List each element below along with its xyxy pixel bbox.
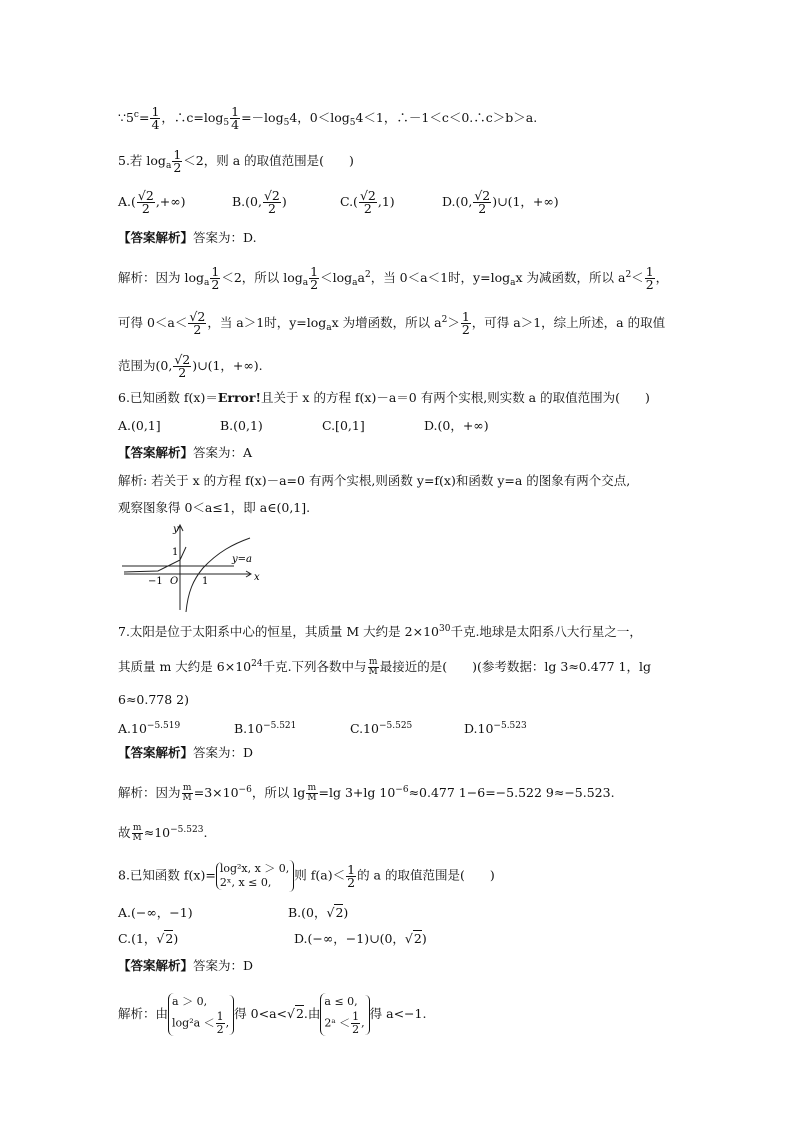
question-5-options <box>118 190 559 215</box>
question-6-options <box>118 418 489 434</box>
question-8-stem: 8.已知函数 f(x)= log²x, x ＞ 0, 2ˣ, x ≤ 0, 则 f(a)＜ $\frac{1}{2}$ 的 a 的取值范围是( ) <box>118 860 495 892</box>
continuation-line: $\because 5^c=$ $\frac{1}{4}$ ，$\therefore c=\log_5$ $\frac{1}{4}$ $=-\log_54$，$0<\log_54<1$，∴－1＜c＜0.∴c＞b＞a. <box>118 104 538 132</box>
system-2-brace: a ≤ 0, 2ᵃ ＜ $\frac{1}{2}$ , <box>320 993 364 1036</box>
piecewise-brace: log²x, x ＞ 0, 2ˣ, x ≤ 0, <box>216 862 289 890</box>
question-8-answer: 【答案解析】答案为：D <box>118 958 254 973</box>
option-a: A.( $\frac{√2}{2}$ ,+∞) <box>118 188 186 216</box>
option-d: D.(−∞，−1)∪(0，√2) <box>293 931 427 946</box>
question-7-solution-1: 解析：因为 $\frac{m}{M}$ $=3\times 10^{-6}$，所以 lg $\frac{m}{M}$ =lg 3+lg $10^{-6}\approx 0.477$ 1−6=−5.522 9≈−5.523. <box>118 783 615 803</box>
option-c: C.(1，√2) <box>118 931 179 946</box>
question-6-stem: 6.已知函数 f(x)＝Error!且关于 x 的方程 f(x)－a＝0 有两个实根,则实数 a 的取值范围为( ) <box>118 390 650 405</box>
right-branch <box>186 538 250 612</box>
origin-label: O <box>170 576 179 587</box>
option-c: C.[0,1] <box>321 418 365 433</box>
question-8-options-2 <box>118 931 427 947</box>
question-5-answer: 【答案解析】答案为：D. <box>118 230 257 245</box>
question-5-solution-2: 可得 0＜a＜ $\frac{√2}{2}$ ，当 a＞1时，$y=\log_ax$ 为增函数，所以 $a^2>$ $\frac{1}{2}$ ，可得 a＞1，综上所述，a 的取值 <box>118 309 666 337</box>
question-6-solution-2: 观察图象得 0＜a≤1，即 a∈(0,1]. <box>118 500 311 515</box>
option-b: B.(0,1) <box>219 418 263 433</box>
question-5-solution-3: 范围为(0, $\frac{√2}{2}$ )∪(1，+∞). <box>118 352 263 380</box>
question-7-answer: 【答案解析】答案为：D <box>118 745 254 760</box>
question-5-stem: 5.若 $\log_a$ $\frac{1}{2}$ ＜2，则 a 的取值范围是( ) <box>118 147 354 175</box>
option-d: D.(0, $\frac{√2}{2}$ )∪(1，+∞) <box>441 188 559 216</box>
option-a: $A.10^{-5.519}$ <box>118 721 181 736</box>
option-c: $C.10^{-5.525}$ <box>349 721 413 736</box>
option-b: B.(0，√2) <box>287 905 349 920</box>
question-6-solution-1: 解析: 若关于 x 的方程 f(x)－a=0 有两个实根,则函数 y=f(x)和函数 y=a 的图象有两个交点, <box>118 473 631 488</box>
question-6-answer: 【答案解析】答案为：A <box>118 445 253 460</box>
line-label: y=a <box>232 554 252 565</box>
tick-label-neg1: −1 <box>148 576 163 587</box>
function-graph <box>118 522 268 614</box>
question-7-stem-2: 其质量 m 大约是 $6\times 10^{24}$千克.下列各数中与 $\frac{m}{M}$ 最接近的是( )(参考数据：lg 3≈0.477 1，lg <box>118 657 652 677</box>
question-5-solution-1: 解析：因为 $\log_a$ $\frac{1}{2}$ ＜2，所以 $\log_a$ $\frac{1}{2}$ $<\log_aa^2$，当 0＜a＜1时，$y=\log_ax$ 为减函数，所以 $a^2<$ $\frac{1}{2}$ ， <box>118 264 669 292</box>
question-7-stem-1: 7.太阳是位于太阳系中心的恒星，其质量 M 大约是 $2\times 10^{30}$千克.地球是太阳系八大行星之一， <box>118 624 642 639</box>
option-a: A.(0,1] <box>118 418 161 433</box>
option-a: A.(−∞，−1) <box>118 905 193 920</box>
question-7-options <box>118 718 527 737</box>
tick-label-x1: 1 <box>202 576 209 587</box>
option-c: C.( $\frac{√2}{2}$ ,1) <box>339 188 395 216</box>
system-1-brace: a ＞ 0, log²a ＜ $\frac{1}{2}$ , <box>168 993 229 1036</box>
y-axis-label: y <box>173 524 179 535</box>
tick-label-y1: 1 <box>172 547 179 558</box>
question-8-solution: 解析：由 a ＞ 0, log²a ＜ $\frac{1}{2}$ , 得 0<a<√2.由 a ≤ 0, 2ᵃ ＜ $\frac{1}{2}$ , 得 a<−1. <box>118 995 427 1036</box>
question-7-stem-3: 6≈0.778 2) <box>118 692 190 707</box>
option-d: $D.10^{-5.523}$ <box>463 721 527 736</box>
question-7-solution-2: 故 $\frac{m}{M}$ $\approx 10^{-5.523}$. <box>118 823 208 843</box>
option-b: B.(0, $\frac{√2}{2}$ ) <box>231 188 287 216</box>
question-8-options-1 <box>118 905 348 921</box>
option-d: D.(0，+∞) <box>423 418 489 433</box>
x-axis-label: x <box>254 572 260 583</box>
option-b: $B.10^{-5.521}$ <box>233 721 297 736</box>
